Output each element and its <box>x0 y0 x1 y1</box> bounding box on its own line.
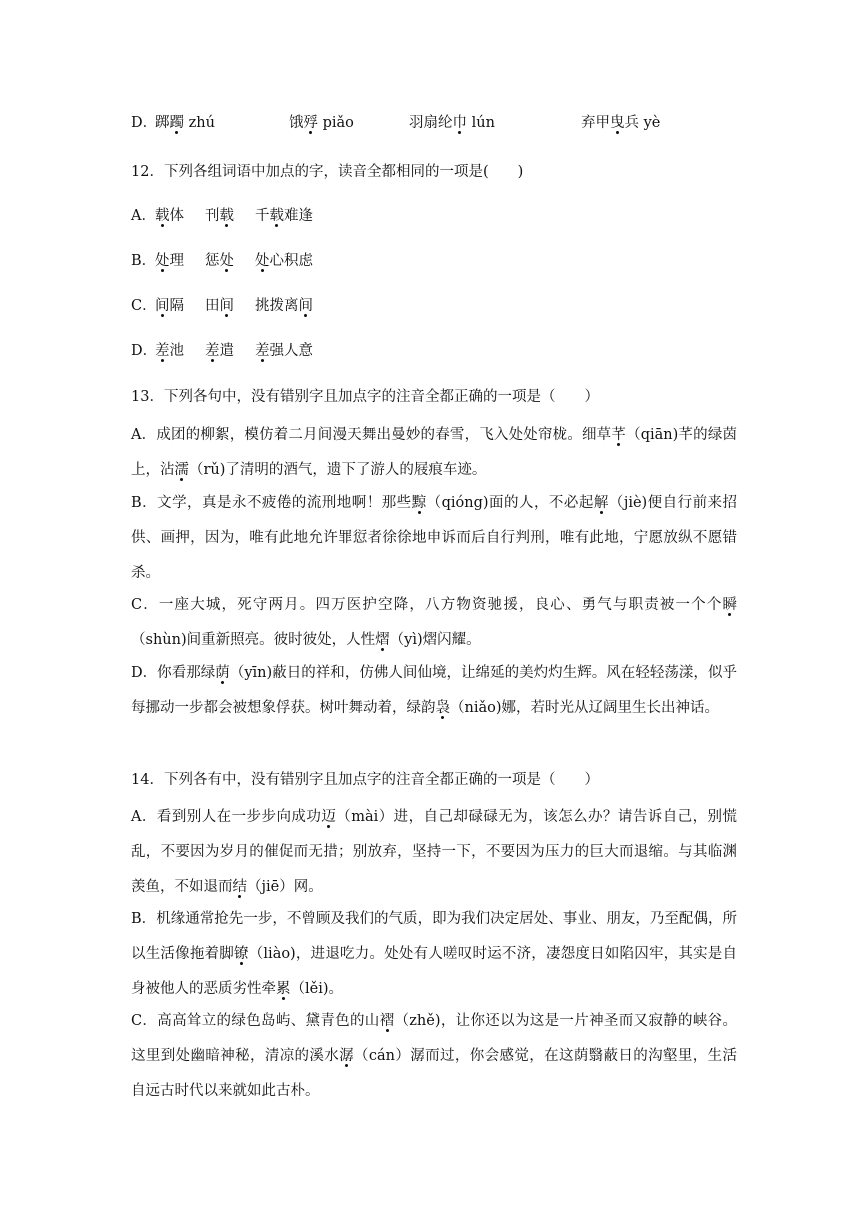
dotted-char: 间 <box>155 298 170 314</box>
word-item: 差遣 <box>205 343 234 359</box>
dotted-char: 躅 <box>169 115 184 131</box>
dotted-char: 曳 <box>610 115 625 131</box>
q14-stem: 14．下列各有中，没有错别字且加点字的注音全都正确的一项是（ ） <box>131 772 599 788</box>
dotted-char: 载 <box>219 208 234 224</box>
word-item: 差池 <box>155 343 184 359</box>
q12-option-c <box>131 296 313 316</box>
q12-option-b <box>131 251 313 271</box>
q13-stem: 13．下列各句中，没有错别字且加点字的注音全都正确的一项是（ ） <box>131 389 599 405</box>
dotted-char: 黥 <box>411 495 427 511</box>
q12-option-d <box>131 341 313 361</box>
dotted-char: 间 <box>298 298 313 314</box>
word-item: 挑拨离间 <box>255 298 313 314</box>
dotted-char: 差 <box>255 343 270 359</box>
word-item: 千载难逢 <box>255 208 313 224</box>
dotted-char: 载 <box>269 208 284 224</box>
q13-option-b: B．文学，真是永不疲倦的流刑地啊！那些黥（qióng)面的人，不必起解（jiè)便自行前来招供、画押，因为，唯有此地允许罪愆者徐徐地申诉而后自行判刑，唯有此地，宁愿放纵不愿错杀。 <box>131 495 738 581</box>
option-label: A． <box>131 208 156 224</box>
word-item: 处心积虑 <box>255 253 313 269</box>
dotted-char: 褶 <box>379 1013 395 1029</box>
dotted-char: 熠 <box>375 632 390 648</box>
word-item: 差强人意 <box>255 343 313 359</box>
dotted-char: 濡 <box>174 462 189 478</box>
word-item: 载体 <box>155 208 184 224</box>
dotted-char: 殍 <box>303 115 318 131</box>
q14-option-a: A．看到别人在一步步向成功迈（mài）进，自己却碌碌无为，该怎么办？请告诉自己，别慌乱，不要因为岁月的催促而无措；别放弃，坚持一下，不要因为压力的巨大而退缩。与其临渊羡鱼，不如退而结（jiē）网。 <box>131 809 738 895</box>
word-item: 田间 <box>205 298 234 314</box>
dotted-char: 载 <box>155 208 170 224</box>
word-item: 踯躅 zhú <box>155 115 215 131</box>
dotted-char: 差 <box>155 343 170 359</box>
dotted-char: 累 <box>276 981 291 997</box>
q11-option-d <box>131 113 661 133</box>
word-item: 间隔 <box>155 298 184 314</box>
dotted-char: 结 <box>232 879 247 895</box>
word-item: 处理 <box>155 253 184 269</box>
option-label: D． <box>131 343 158 359</box>
dotted-char: 差 <box>205 343 220 359</box>
dotted-char: 潺 <box>339 1048 355 1064</box>
option-label: C． <box>131 298 157 314</box>
dotted-char: 荫 <box>215 665 230 681</box>
dotted-char: 袅 <box>435 700 450 716</box>
q12-option-a <box>131 206 313 226</box>
dotted-char: 瞬 <box>722 597 737 613</box>
q13-option-d: D．你看那绿荫（yīn)蔽日的祥和，仿佛人间仙境，让绵延的美灼灼生辉。风在轻轻荡漾，似乎每挪动一步都会被想象俘获。树叶舞动着，绿韵袅（niǎo)娜，若时光从辽阔里生长出神话。 <box>131 665 737 716</box>
word-item: 饿殍 piǎo <box>289 115 354 131</box>
dotted-char: 芊 <box>611 427 627 443</box>
q12-stem: 12．下列各组词语中加点的字，读音全都相同的一项是( ) <box>131 164 524 180</box>
word-item: 刊载 <box>205 208 234 224</box>
q14-option-c: C．高高耸立的绿色岛屿、黛青色的山褶（zhě)，让你还以为这是一片神圣而又寂静的峡谷。这里到处幽暗神秘，清凉的溪水潺（cán）潺而过，你会感觉，在这荫翳蔽日的沟壑里，生活自远古时代以来就如此古朴。 <box>131 1013 738 1099</box>
dotted-char: 间 <box>219 298 234 314</box>
q13-option-c: C．一座大城，死守两月。四万医护空降，八方物资驰援，良心、勇气与职责被一个个瞬（shùn)间重新照亮。彼时彼处，人性熠（yì)熠闪耀。 <box>131 597 737 648</box>
dotted-char: 镣 <box>233 946 249 962</box>
word-item: 弃甲曳兵 yè <box>581 115 661 131</box>
word-item: 羽扇纶巾 lún <box>409 115 495 131</box>
dotted-char: 迈 <box>321 809 337 825</box>
q13-option-a: A．成团的柳絮，模仿着二月间漫天舞出曼妙的春雪，飞入处处帘栊。细草芊（qiān)芊的绿茵上，沾濡（rǔ)了清明的酒气，遗下了游人的屐痕车迹。 <box>131 427 738 478</box>
dotted-char: 处 <box>255 253 270 269</box>
word-item: 惩处 <box>205 253 234 269</box>
q14-option-b: B．机缘通常抢先一步，不曾顾及我们的气质，即为我们决定居处、事业、朋友，乃至配偶，所以生活像拖着脚镣（liào)，进退吃力。处处有人嗟叹时运不济，凄怨度日如陷囚牢，其实是自身被他人的恶质劣性牵累（lěi)。 <box>131 911 738 997</box>
dotted-char: 处 <box>155 253 170 269</box>
dotted-char: 处 <box>219 253 234 269</box>
option-label: B． <box>131 253 157 269</box>
dotted-char: 巾 <box>452 115 467 131</box>
dotted-char: 解 <box>593 495 609 511</box>
option-label: D． <box>131 115 158 131</box>
